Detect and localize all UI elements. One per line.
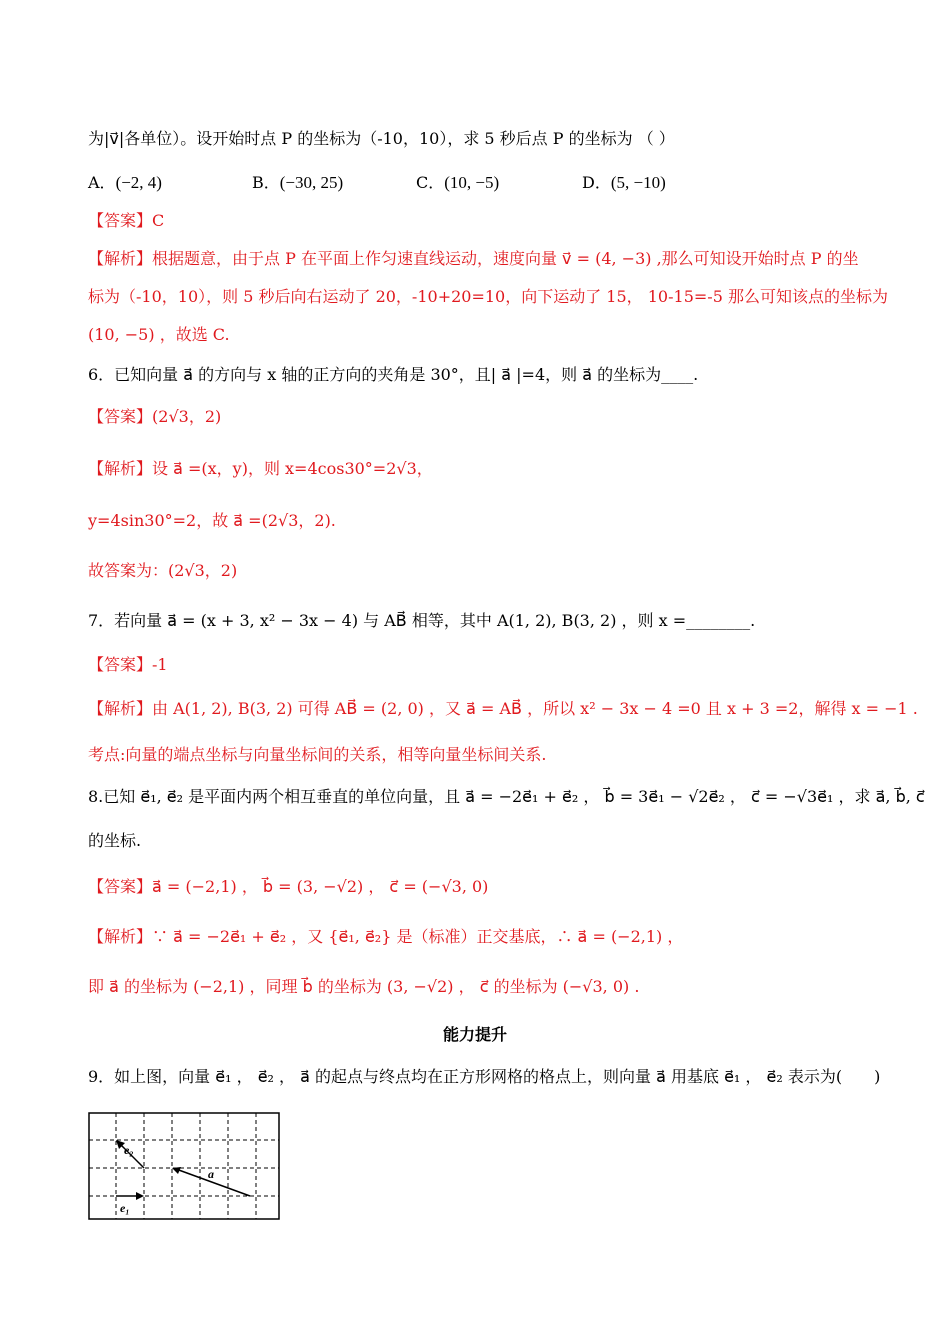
answer-value: a⃗ = (−2,1) ， b⃗ = (3, −√2) ， c⃗ = (−√3, 0) <box>152 877 489 896</box>
analysis-text: 根据题意，由于点 P 在平面上作匀速直线运动，速度向量 v⃗ = (4, −3) ,那么可知设开始时点 P 的坐 <box>152 249 859 268</box>
q5-stem-tail: 为|v⃗|各单位）。设开始时点 P 的坐标为（-10，10），求 5 秒后点 P 的坐标为 （ ） <box>88 129 675 148</box>
q5-analysis-line-1 <box>88 248 890 270</box>
option-label: A． <box>88 173 116 192</box>
q5-options <box>88 170 908 194</box>
q5-analysis-line-3: (10, −5) ，故选 C. <box>88 325 230 344</box>
q7-answer <box>88 654 890 676</box>
option-value: (5, −10) <box>610 173 666 192</box>
q6-answer <box>88 406 890 428</box>
label-e1: e₁ <box>120 1201 130 1215</box>
analysis-tag: 【解析】 <box>88 249 153 268</box>
answer-value: (2√3，2) <box>152 407 222 426</box>
q7-note: 考点:向量的端点坐标与向量坐标间的关系，相等向量坐标间关系. <box>88 745 547 764</box>
analysis-tag: 【解析】 <box>88 927 153 946</box>
square-grid-figure <box>88 1112 280 1220</box>
answer-tag: 【答案】 <box>88 655 153 674</box>
q8-analysis-line-1 <box>88 926 890 948</box>
q8-stem-line-2: 的坐标. <box>88 831 142 850</box>
q7-analysis <box>88 698 918 720</box>
analysis-tag: 【解析】 <box>88 699 153 718</box>
analysis-text: 设 a⃗ =(x，y)，则 x=4cos30°=2√3， <box>152 459 433 478</box>
option-value: (−30, 25) <box>279 173 344 192</box>
q6-analysis-line-2: y=4sin30°=2，故 a⃗ =(2√3，2). <box>88 511 336 530</box>
q6-analysis-line-3: 故答案为：(2√3，2) <box>88 561 238 580</box>
q8-analysis-line-2: 即 a⃗ 的坐标为 (−2,1) ，同理 b⃗ 的坐标为 (3, −√2) ， c⃗ 的坐标为 (−√3, 0) . <box>88 977 640 996</box>
q6-analysis-line-1 <box>88 458 890 480</box>
answer-value: C <box>152 211 165 230</box>
analysis-text: ∵ a⃗ = −2e⃗₁ + e⃗₂ ，又 {e⃗₁, e⃗₂} 是（标准）正交基底，∴ a⃗ = (−2,1) ， <box>152 927 684 946</box>
q8-stem-line-1: 8.已知 e⃗₁, e⃗₂ 是平面内两个相互垂直的单位向量，且 a⃗ = −2e⃗₁ + e⃗₂ ， b⃗ = 3e⃗₁ − √2e⃗₂ ， c⃗ = −√3e⃗₁ ，求 a⃗, b⃗, c⃗ <box>88 787 925 806</box>
analysis-text: 由 A(1, 2), B(3, 2) 可得 AB⃗ = (2, 0) ，又 a⃗ = AB⃗ ，所以 x² − 3x − 4 =0 且 x + 3 =2，解得 x = −1 . <box>152 699 918 718</box>
q5-option-c <box>416 170 499 193</box>
option-label: D． <box>582 173 611 192</box>
answer-value: -1 <box>152 655 168 674</box>
answer-tag: 【答案】 <box>88 877 153 896</box>
answer-tag: 【答案】 <box>88 211 153 230</box>
analysis-tag: 【解析】 <box>88 459 153 478</box>
q8-answer <box>88 876 890 898</box>
grid-border <box>89 1113 279 1219</box>
q5-option-a <box>88 170 162 193</box>
q5-option-d <box>582 170 666 193</box>
option-label: C． <box>416 173 445 192</box>
q9-stem: 9．如上图，向量 e⃗₁ ， e⃗₂ ， a⃗ 的起点与终点均在正方形网格的格点上，则向量 a⃗ 用基底 e⃗₁ ， e⃗₂ 表示为( ) <box>88 1067 881 1086</box>
section-title: 能力提升 <box>442 1025 507 1044</box>
q7-stem: 7．若向量 a⃗ = (x + 3, x² − 3x − 4) 与 AB⃗ 相等，其中 A(1, 2), B(3, 2) ，则 x =________. <box>88 611 756 630</box>
q5-answer <box>88 210 890 232</box>
q6-stem: 6．已知向量 a⃗ 的方向与 x 轴的正方向的夹角是 30°，且| a⃗ |=4，则 a⃗ 的坐标为____. <box>88 365 699 384</box>
q5-analysis-line-2: 标为（-10，10），则 5 秒后向右运动了 20，-10+20=10，向下运动了 15， 10-15=-5 那么可知该点的坐标为 <box>88 287 888 306</box>
label-a: a <box>208 1167 214 1181</box>
option-value: (10, −5) <box>444 173 500 192</box>
option-label: B． <box>252 173 280 192</box>
q5-option-b <box>252 170 343 193</box>
option-value: (−2, 4) <box>115 173 162 192</box>
label-e2: e₂ <box>124 1143 134 1157</box>
answer-tag: 【答案】 <box>88 407 153 426</box>
